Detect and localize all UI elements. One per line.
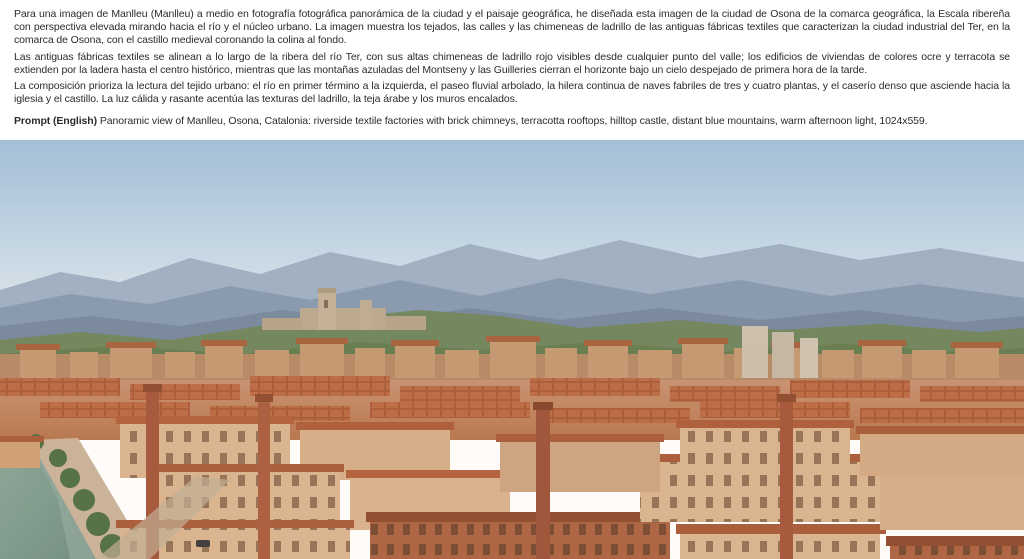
prompt-caption	[14, 115, 1010, 128]
panorama-svg	[0, 140, 1024, 559]
paragraph-3: La composición prioriza la lectura del tejido urbano: el río en primer término a la izquierda, el paseo fluvial arbolado, la hilera continua de naves fabriles de tres y cuatro plantas, y el caserío denso que asciende hacia la iglesia y el castillo. La luz cálida y rasante acentúa las texturas del ladrillo, la teja árabe y los muros encalados.	[14, 80, 1010, 106]
paragraph-2: Las antiguas fábricas textiles se alinean a lo largo de la ribera del río Ter, con sus altas chimeneas de ladrillo rojo visibles desde cualquier punto del valle; los edificios de viviendas de colores ocre y terracota se extienden por la ladera hasta el centro histórico, mientras que las montañas azuladas del Montseny y las Guilleries cierran el horizonte bajo un cielo despejado de primera hora de la tarde.	[14, 50, 1010, 76]
description-text-block	[0, 0, 1024, 140]
paragraph-1: Para una imagen de Manlleu (Manlleu) a medio en fotografía fotográfica panorámica de la ciudad y el paisaje geográfica, he diseñada esta imagen de la ciudad de Osona de la comarca geográfica, la Escala ribereña con perspectiva elevada mirando hacia el río y el núcleo urbano. La imagen muestra los tejados, las calles y las chimeneas de ladrillo de las antiguas fábricas textiles que caracterizan la ciudad industrial del Ter, en la comarca de Osona, con el castillo medieval coronando la colina al fondo.	[14, 8, 1010, 47]
prompt-language: (English)	[52, 115, 97, 128]
prompt-body: Panoramic view of Manlleu, Osona, Catalonia: riverside textile factories with brick chimneys, terracotta rooftops, hilltop castle, distant blue mountains, warm afternoon light, 1024x559.	[99, 115, 928, 128]
warm-light-overlay	[0, 140, 1024, 559]
manlleu-panorama-image	[0, 140, 1024, 559]
prompt-label: Prompt	[14, 115, 51, 128]
